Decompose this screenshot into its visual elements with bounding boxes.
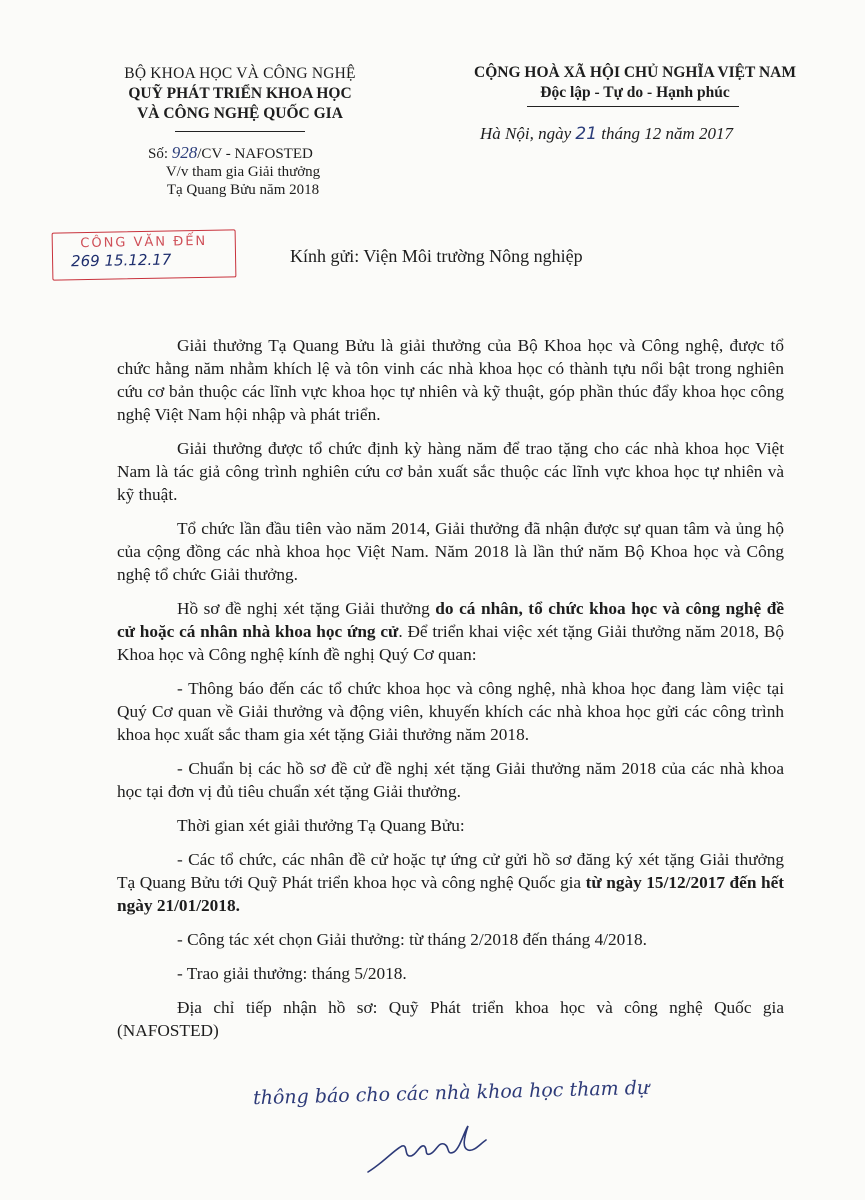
paragraph-9: - Công tác xét chọn Giải thưởng: từ tháng 2/2018 đến tháng 4/2018. — [177, 930, 647, 949]
paragraph-7: Thời gian xét giải thưởng Tạ Quang Bửu: — [177, 816, 465, 835]
subject-line1: V/v tham gia Giải thưởng — [165, 164, 321, 180]
paragraph-2: Giải thưởng được tổ chức định kỳ hàng năm để trao tặng cho các nhà khoa học Việt Nam là tác giả công trình nghiên cứu cơ bản xuất sắc thuộc các lĩnh vực khoa học tự nhiên và kỹ thuật. — [117, 439, 784, 504]
ministry-name: BỘ KHOA HỌC VÀ CÔNG NGHỆ — [124, 65, 356, 82]
paragraph-8-bold: từ ngày 15/12/2017 đến hết ngày 21/01/2018. — [117, 873, 784, 915]
fund-name-line2: VÀ CÔNG NGHỆ QUỐC GIA — [137, 105, 343, 122]
paragraph-4 — [117, 597, 784, 666]
paragraph-1: Giải thưởng Tạ Quang Bửu là giải thưởng của Bộ Khoa học và Công nghệ, được tổ chức hằng năm nhằm khích lệ và tôn vinh các nhà khoa học có thành tựu nổi bật trong nghiên cứu cơ bản thuộc các lĩnh vực khoa học tự nhiên và kỹ thuật, góp phần thúc đẩy khoa học công nghệ Việt Nam hội nhập và phát triển. — [117, 336, 784, 424]
paragraph-8-start: - Các tổ chức, các nhân đề cử hoặc tự ứng cử gửi hồ sơ đăng ký xét tặng Giải thưởng Tạ Quang Bửu tới Quỹ Phát triển khoa học và công nghệ Quốc gia — [117, 850, 784, 892]
paragraph-6: - Chuẩn bị các hồ sơ đề cử đề nghị xét tặng Giải thưởng năm 2018 của các nhà khoa học tại đơn vị đủ tiêu chuẩn xét tặng Giải thưởng. — [117, 759, 784, 801]
paragraph-11: Địa chỉ tiếp nhận hồ sơ: Quỹ Phát triển khoa học và công nghệ Quốc gia (NAFOSTED) — [117, 998, 784, 1040]
document-number-block — [148, 144, 358, 199]
issuing-organization — [95, 64, 385, 124]
doc-number-suffix: /CV - NAFOSTED — [197, 146, 313, 162]
received-stamp — [52, 229, 237, 280]
handwritten-note: thông báo cho các nhà khoa học tham dự — [252, 1076, 650, 1110]
doc-number-handwritten: 928 — [171, 143, 198, 162]
paragraph-4-start: Hồ sơ đề nghị xét tặng Giải thưởng — [177, 599, 436, 618]
date-suffix: tháng 12 năm 2017 — [601, 124, 734, 143]
doc-number-prefix: Số: — [148, 146, 169, 162]
paragraph-3: Tổ chức lần đầu tiên vào năm 2014, Giải thưởng đã nhận được sự quan tâm và ủng hộ của cộng đồng các nhà khoa học Việt Nam. Năm 2018 là lần thứ năm Bộ Khoa học và Công nghệ tổ chức Giải thưởng. — [117, 519, 784, 584]
header-divider-right — [527, 106, 739, 107]
header-divider-left — [175, 131, 305, 132]
document-number — [148, 144, 358, 163]
fund-name-line1: QUỸ PHÁT TRIỂN KHOA HỌC — [128, 85, 352, 102]
paragraph-4-end: . Để triển khai việc xét tặng Giải thưởng năm 2018, Bộ Khoa học và Công nghệ kính đề nghị Quý Cơ quan: — [117, 622, 784, 664]
stamp-handwritten-entry: 269 15.12.17 — [70, 250, 172, 271]
handwritten-signature — [364, 1122, 494, 1178]
letter-body — [117, 334, 784, 1053]
country-name: CỘNG HOÀ XÃ HỘI CHỦ NGHĨA VIỆT NAM — [474, 64, 796, 81]
stamp-title: CÔNG VĂN ĐẾN — [80, 233, 208, 252]
paragraph-10: - Trao giải thưởng: tháng 5/2018. — [177, 964, 407, 983]
dateline — [480, 124, 733, 144]
paragraph-8 — [117, 848, 784, 917]
recipient-line: Kính gửi: Viện Môi trường Nông nghiệp — [290, 246, 583, 266]
national-motto: Độc lập - Tự do - Hạnh phúc — [540, 84, 730, 101]
national-heading — [425, 64, 845, 102]
date-day-handwritten: 21 — [575, 124, 598, 144]
paragraph-4-bold: do cá nhân, tổ chức khoa học và công nghệ đề cử hoặc cá nhân nhà khoa học ứng cử — [117, 599, 784, 641]
date-prefix: Hà Nội, ngày — [480, 124, 572, 143]
subject-line2: Tạ Quang Bửu năm 2018 — [166, 182, 320, 198]
paragraph-5: - Thông báo đến các tổ chức khoa học và công nghệ, nhà khoa học đang làm việc tại Quý Cơ quan về Giải thưởng và động viên, khuyến khích các nhà khoa học gửi các công trình khoa học xuất sắc tham gia xét tặng Giải thưởng năm 2018. — [117, 679, 784, 744]
